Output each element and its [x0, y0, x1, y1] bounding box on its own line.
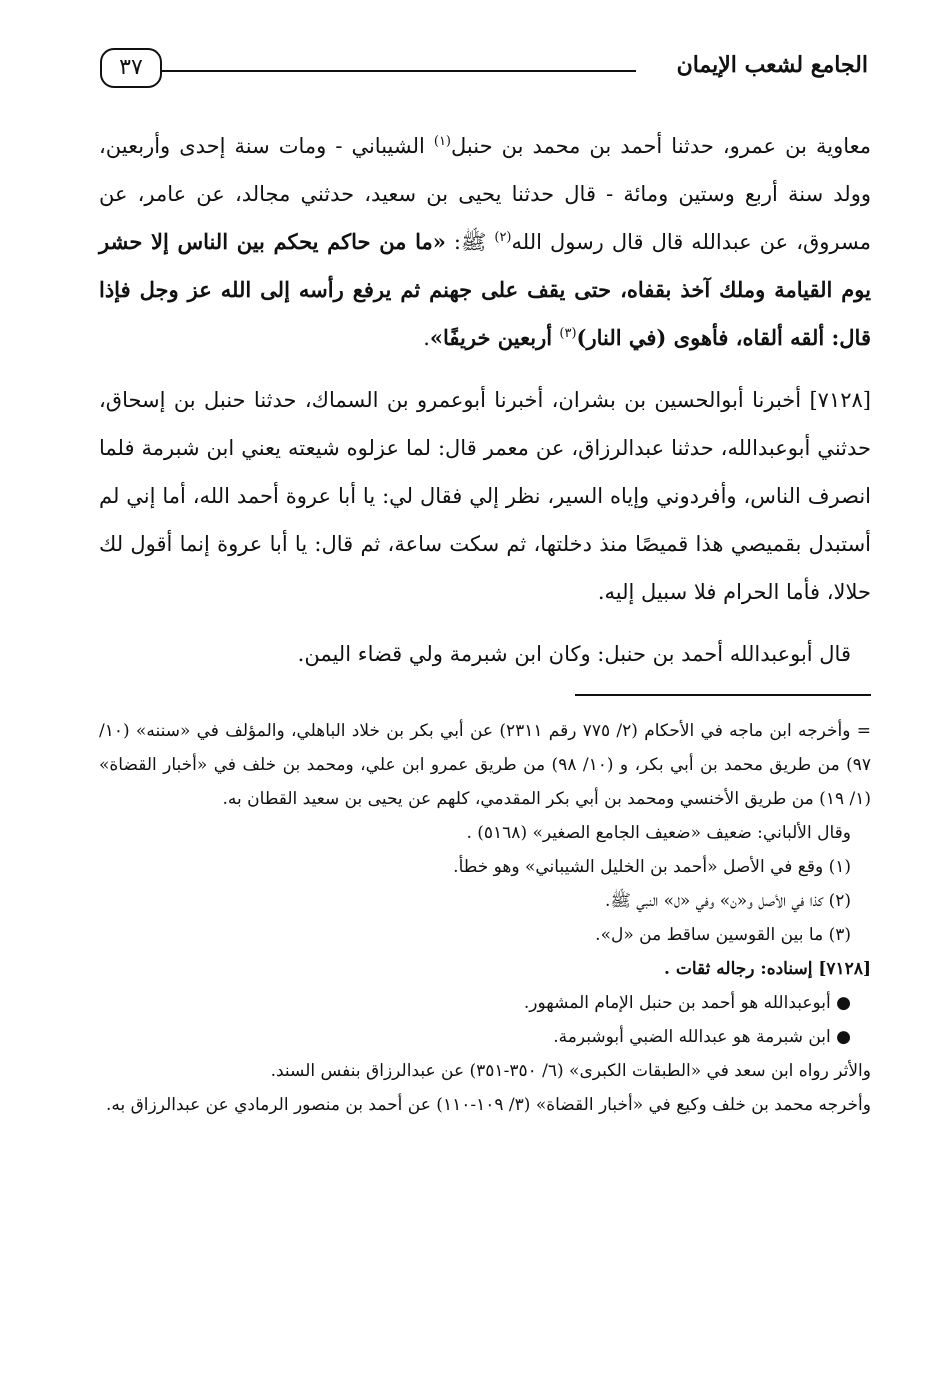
bullet-text-1: أبوعبدالله هو أحمد بن حنبل الإمام المشهور.: [523, 993, 831, 1013]
isnad-label: [٧١٢٨] إسناده:: [760, 959, 871, 979]
footnote-isnad: [99, 952, 871, 986]
footnote-athar-2: وأخرجه محمد بن خلف وكيع في «أخبار القضاة» (٣/ ١٠٩-١١٠) عن أحمد بن منصور الرمادي عن عبدالرزاق به.: [105, 1095, 871, 1115]
hadith-period: .: [423, 326, 430, 350]
footnote-2: (٢) كذا في الأصل و«ن» وفي «ل» النبي ﷺ.: [604, 891, 851, 911]
main-text: [99, 122, 871, 678]
paragraph-athar-7128: [٧١٢٨] أخبرنا أبوالحسين بن بشران، أخبرنا أبوعمرو بن السماك، حدثنا حنبل بن إسحاق، حدثني أبوعبدالله، حدثنا عبدالرزاق، عن معمر قال: لما عزلوه شيعته يعني ابن شبرمة فلما انصرف الناس، وأفردوني وإياه السير، نظر إلي فقال لي: يا أبا عروة أحمد الله، أما إني لم أستبدل بقميصي هذا قميصًا منذ دخلتها، ثم سكت ساعة، ثم قال: يا أبا عروة إنما أقول لك حلالا، فأما الحرام فلا سبيل إليه.: [99, 388, 871, 604]
page-header: [100, 46, 868, 98]
header-rule: [162, 70, 636, 72]
hadith-isnad-2: الشيباني - ومات سنة إحدى وأربعين، وولد سنة أربع وستين ومائة - قال حدثنا يحيى بن سعيد، حدثني مجالد، عن عامر، عن مسروق، عن عبدالله قال قال رسول الله: [99, 134, 871, 254]
page-number: ٣٧: [100, 48, 162, 88]
bullet-text-2: ابن شبرمة هو عبدالله الضبي أبوشبرمة.: [553, 1027, 831, 1047]
footnote-athar-1: والأثر رواه ابن سعد في «الطبقات الكبرى» (٦/ ٣٥٠-٣٥١) عن عبدالرزاق بنفس السند.: [270, 1061, 871, 1081]
footnotes: [99, 714, 871, 1122]
footnote-ref-1: (١): [433, 134, 451, 149]
footnote-1: (١) وقع في الأصل «أحمد بن الخليل الشيباني» وهو خطأ.: [453, 857, 851, 877]
bullet-icon: ●: [836, 993, 851, 1013]
hadith-isnad-1: معاوية بن عمرو، حدثنا أحمد بن محمد بن حنبل: [451, 134, 871, 158]
hadith-matn: «ما من حاكم يحكم بين الناس إلا حشر يوم القيامة وملك آخذ بقفاه، حتى يقف على جهنم ثم يرفع رأسه إلى الله عز وجل فإذا قال: ألقه ألقاه، فأهوى (في النار): [99, 229, 871, 350]
footnote-separator: [575, 694, 871, 696]
bullet-item-2: [99, 1020, 871, 1054]
hadith-salutation: ﷺ:: [445, 230, 495, 254]
running-title: الجامع لشعب الإيمان: [676, 52, 868, 78]
isnad-text: رجاله ثقات .: [664, 959, 761, 979]
footnote-ref-2: (٢): [494, 230, 512, 245]
paragraph-hadith: [99, 122, 871, 362]
paragraph-comment: قال أبوعبدالله أحمد بن حنبل: وكان ابن شبرمة ولي قضاء اليمن.: [297, 642, 851, 666]
footnote-ref-3: (٣): [559, 326, 577, 341]
bullet-icon: ●: [836, 1027, 851, 1047]
footnote-continuation: = وأخرجه ابن ماجه في الأحكام (٢/ ٧٧٥ رقم ٢٣١١) عن أبي بكر بن خلاد الباهلي، والمؤلف في «سننه» (١٠/ ٩٧) من طريق محمد بن أبي بكر، و (١٠/ ٩٨) من طريق عمرو ابن علي، ومحمد بن خلف في «أخبار القضاة» (١/ ١٩) من طريق الأخنسي ومحمد بن أبي بكر المقدمي، كلهم عن يحيى بن سعيد القطان به.: [99, 721, 871, 809]
hadith-matn-end: أربعين خريفًا»: [429, 325, 560, 350]
footnote-albani: وقال الألباني: ضعيف «ضعيف الجامع الصغير» (٥١٦٨) .: [466, 823, 851, 843]
footnote-3: (٣) ما بين القوسين ساقط من «ل».: [595, 925, 851, 945]
bullet-item-1: [99, 986, 871, 1020]
